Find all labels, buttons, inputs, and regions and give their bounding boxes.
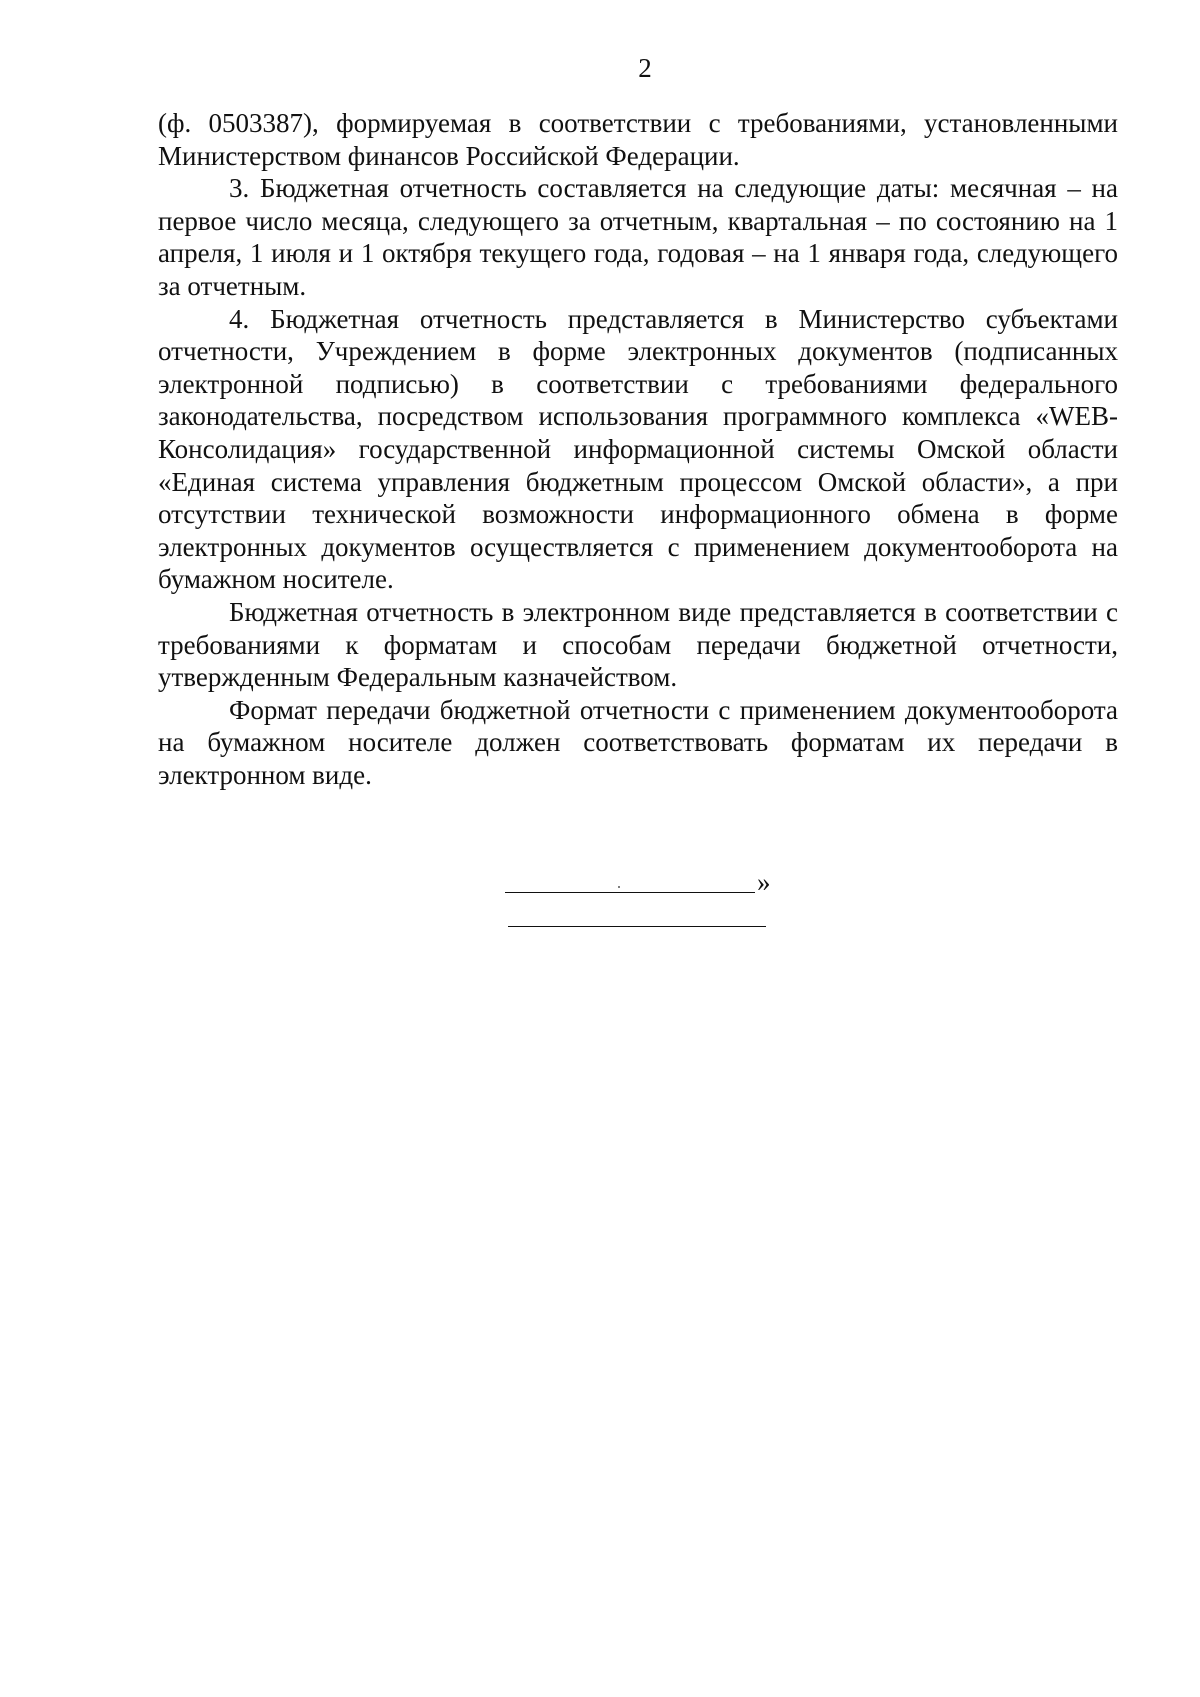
closing-rule-second (508, 926, 766, 927)
closing-quote: » (757, 867, 771, 897)
paragraph-item-4: 4. Бюджетная отчетность представляется в Министерство субъектами отчетности, Учреждением в форме электронных документов (подписанных электронной подписью) в соответствии с требованиями федерального законодательства, посредством использования программного комплекса «WEB-Консолидация» государственной информационной системы Омской области «Единая система управления бюджетным процессом Омской области», а при отсутствии технической возможности информационного обмена в форме электронных документов осуществляется с применением документооборота на бумажном носителе. (158, 303, 1118, 595)
document-body (158, 107, 1118, 791)
paragraph-continuation: (ф. 0503387), формируемая в соответствии с требованиями, установленными Министерством финансов Российской Федерации. (158, 108, 1118, 171)
page-number: 2 (638, 53, 652, 83)
scan-speck (618, 886, 620, 888)
paragraph-electronic-format: Бюджетная отчетность в электронном виде представляется в соответствии с требованиями к форматам и способам передачи бюджетной отчетности, утвержденным Федеральным казначейством. (158, 596, 1118, 693)
closing-rule (505, 892, 755, 893)
paragraph-paper-format: Формат передачи бюджетной отчетности с применением документооборота на бумажном носителе должен соответствовать форматам их передачи в электронном виде. (158, 694, 1118, 790)
paragraph-item-3: 3. Бюджетная отчетность составляется на следующие даты: месячная – на первое число месяца, следующего за отчетным, квартальная – по состоянию на 1 апреля, 1 июля и 1 октября текущего года, годовая – на 1 января года, следующего за отчетным. (158, 173, 1118, 301)
closing-mark (505, 866, 775, 896)
